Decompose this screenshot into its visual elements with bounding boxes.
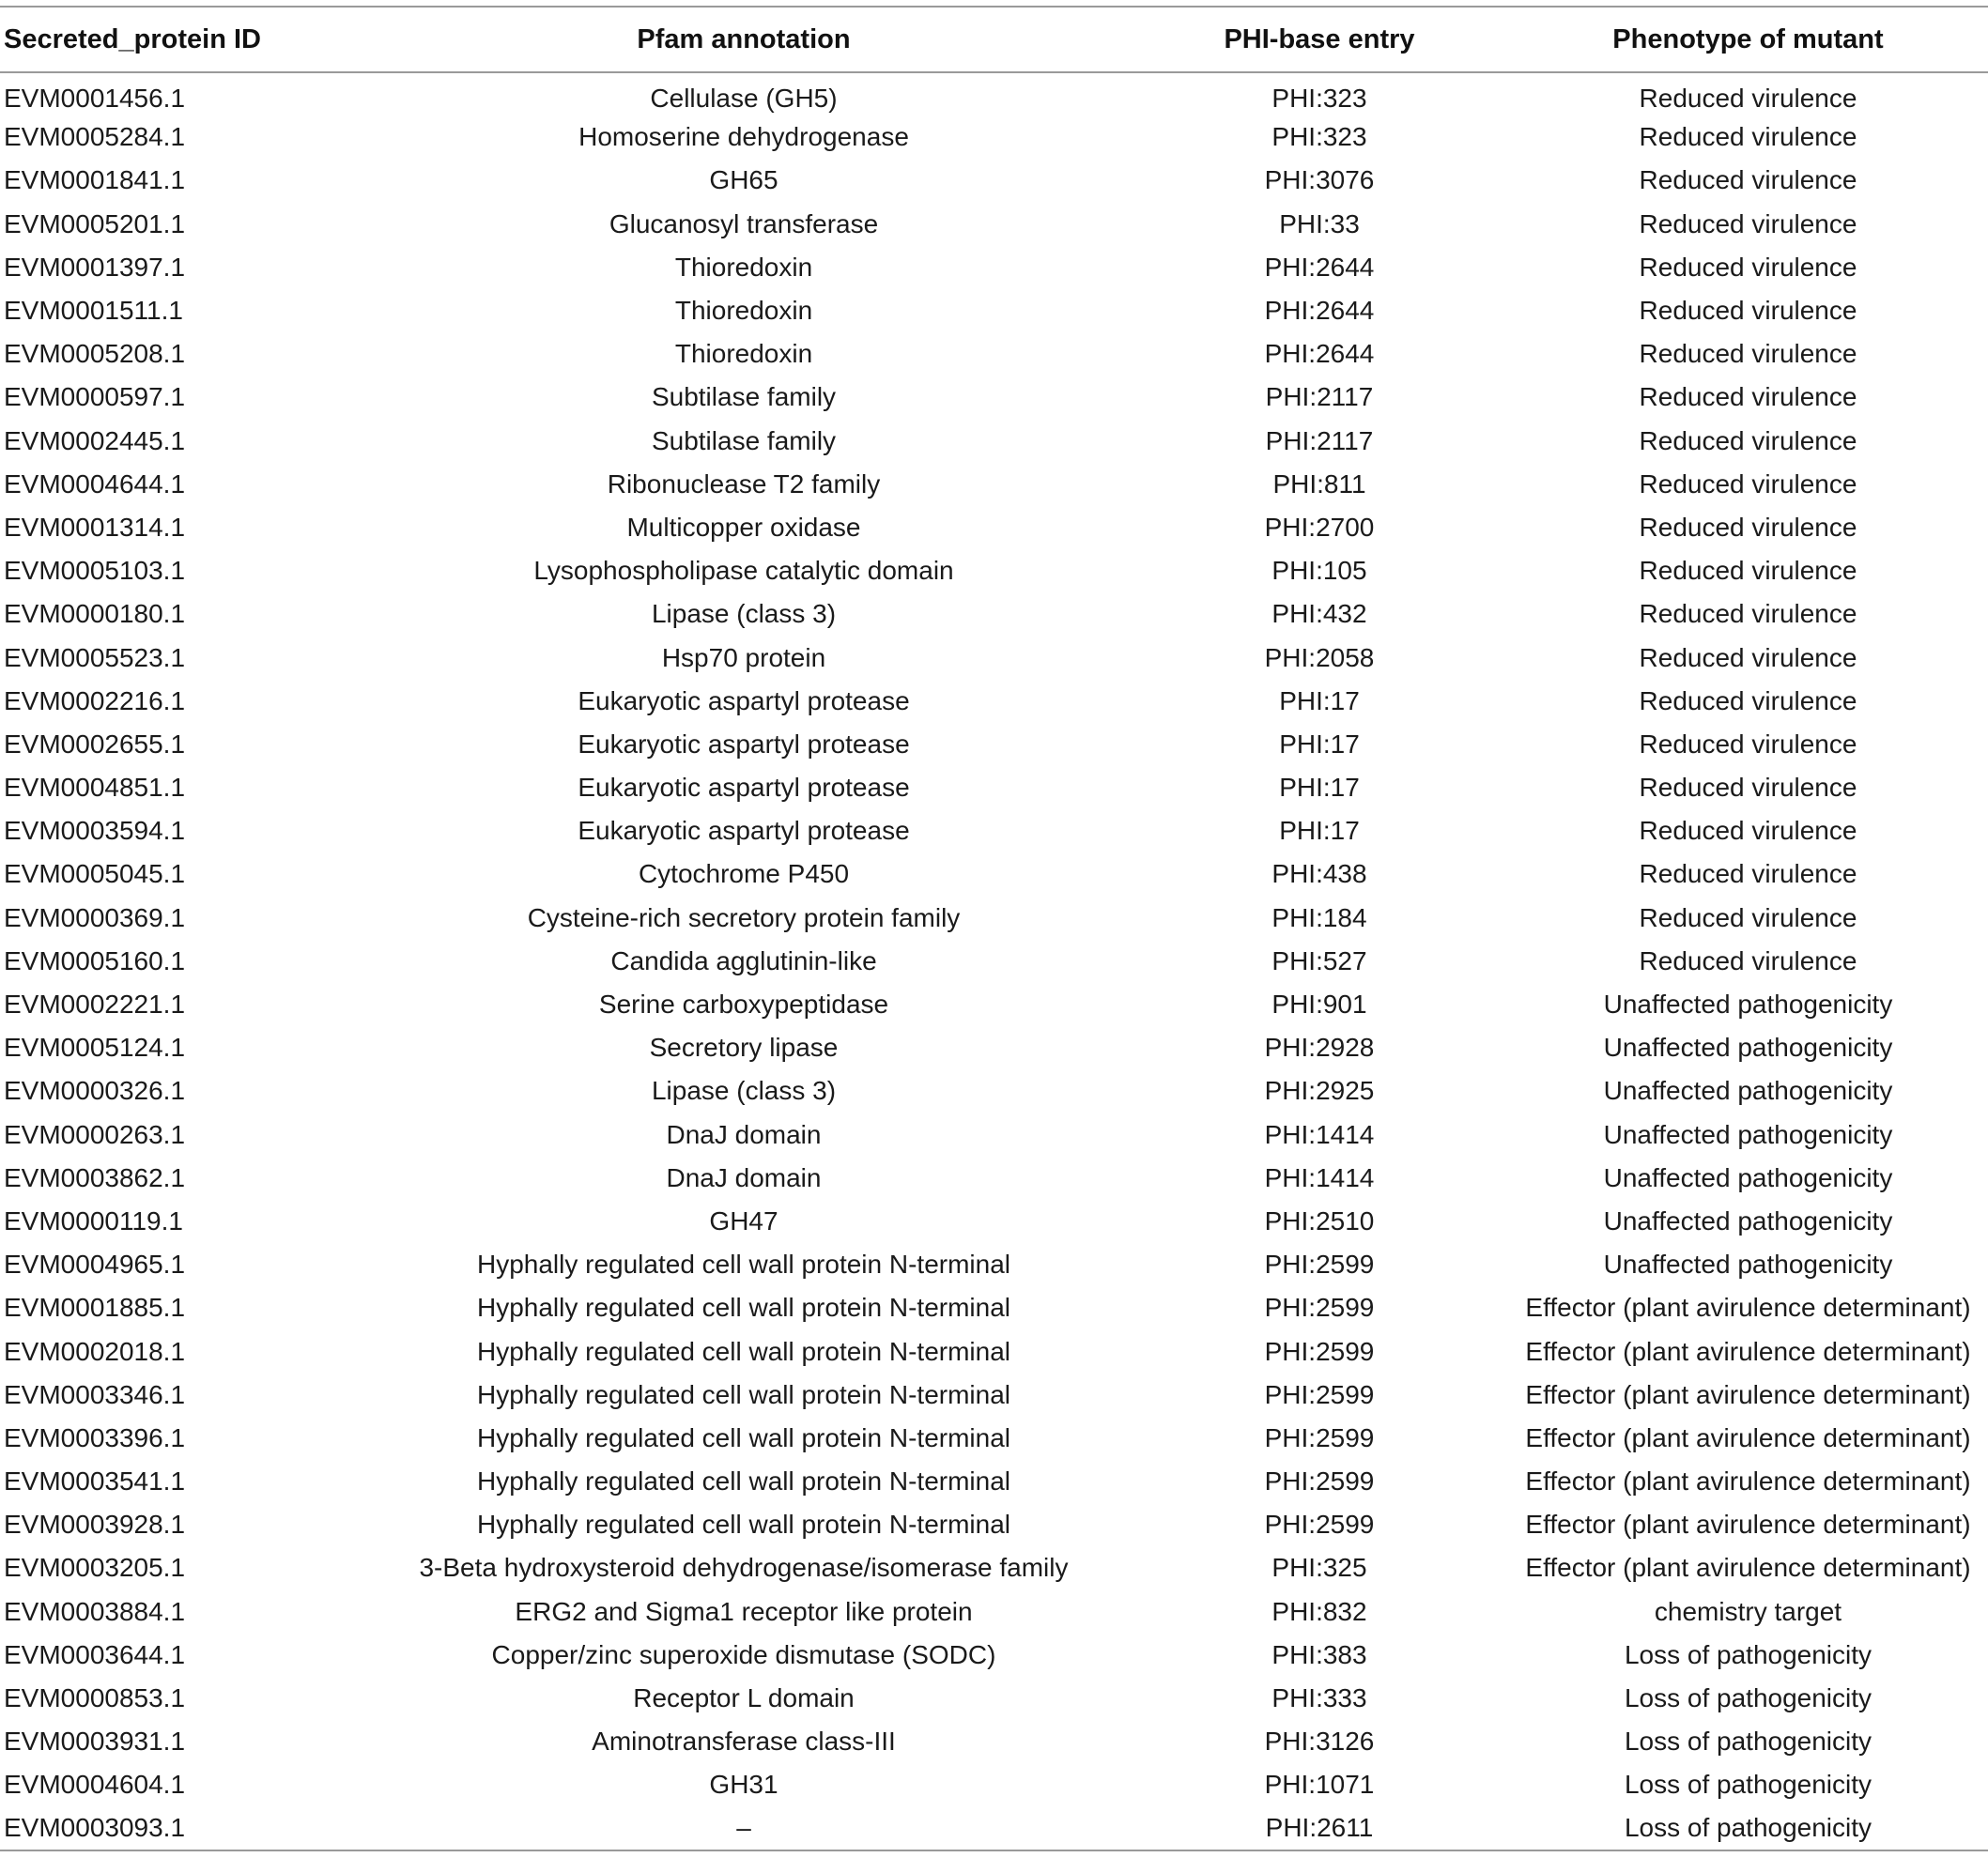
cell-secreted-protein-id: EVM0003928.1: [4, 1510, 186, 1540]
cell-phenotype-of-mutant: Effector (plant avirulence determinant): [1525, 1553, 1971, 1583]
cell-secreted-protein-id: EVM0002221.1: [4, 990, 186, 1020]
cell-pfam-annotation: Lipase (class 3): [651, 599, 837, 629]
cell-phenotype-of-mutant: Unaffected pathogenicity: [1603, 1162, 1893, 1192]
cell-pfam-annotation: Eukaryotic aspartyl protease: [578, 685, 910, 715]
table-row: [0, 680, 1988, 723]
table-row: [0, 723, 1988, 766]
cell-secreted-protein-id: EVM0001397.1: [4, 252, 186, 282]
table-row: [0, 1026, 1988, 1069]
cell-phenotype-of-mutant: Unaffected pathogenicity: [1603, 1119, 1893, 1149]
cell-phi-base-entry: PHI:17: [1279, 729, 1360, 759]
table-row: [0, 1590, 1988, 1634]
table-row: [0, 1069, 1988, 1113]
cell-secreted-protein-id: EVM0000326.1: [4, 1076, 186, 1106]
table-row: [0, 983, 1988, 1026]
cell-pfam-annotation: Receptor L domain: [633, 1683, 855, 1713]
cell-secreted-protein-id: EVM0003346.1: [4, 1379, 186, 1409]
cell-pfam-annotation: Secretory lipase: [649, 1033, 839, 1063]
table-row: [0, 1720, 1988, 1763]
table-header: [0, 7, 1988, 72]
cell-phenotype-of-mutant: Loss of pathogenicity: [1624, 1639, 1872, 1669]
cell-pfam-annotation: Eukaryotic aspartyl protease: [578, 729, 910, 759]
header-pfam-annotation: Pfam annotation: [327, 7, 1161, 72]
cell-phi-base-entry: PHI:17: [1279, 773, 1360, 803]
cell-secreted-protein-id: EVM0005103.1: [4, 556, 186, 586]
cell-secreted-protein-id: EVM0003644.1: [4, 1639, 186, 1669]
cell-pfam-annotation: GH31: [709, 1770, 778, 1800]
table-row: [0, 1329, 1988, 1373]
cell-phi-base-entry: PHI:105: [1271, 556, 1367, 586]
table-row: [0, 203, 1988, 246]
cell-pfam-annotation: Hyphally regulated cell wall protein N-terminal: [476, 1336, 1011, 1366]
cell-phi-base-entry: PHI:527: [1271, 945, 1367, 975]
cell-phi-base-entry: PHI:2599: [1264, 1336, 1375, 1366]
cell-phi-base-entry: PHI:2644: [1264, 339, 1375, 369]
cell-phenotype-of-mutant: Reduced virulence: [1639, 945, 1857, 975]
cell-phenotype-of-mutant: Reduced virulence: [1639, 252, 1857, 282]
cell-phi-base-entry: PHI:2599: [1264, 1510, 1375, 1540]
cell-pfam-annotation: Subtilase family: [651, 382, 837, 412]
cell-secreted-protein-id: EVM0003093.1: [4, 1813, 186, 1843]
cell-phenotype-of-mutant: Loss of pathogenicity: [1624, 1727, 1872, 1757]
cell-phi-base-entry: PHI:2644: [1264, 252, 1375, 282]
cell-phenotype-of-mutant: Reduced virulence: [1639, 599, 1857, 629]
cell-secreted-protein-id: EVM0003862.1: [4, 1162, 186, 1192]
cell-phenotype-of-mutant: Unaffected pathogenicity: [1603, 990, 1893, 1020]
table-row: [0, 1286, 1988, 1329]
cell-phenotype-of-mutant: Reduced virulence: [1639, 296, 1857, 326]
cell-secreted-protein-id: EVM0001456.1: [4, 83, 186, 113]
table-row: [0, 246, 1988, 289]
cell-pfam-annotation: Thioredoxin: [674, 296, 813, 326]
cell-phi-base-entry: PHI:383: [1271, 1639, 1367, 1669]
table-row: [0, 592, 1988, 636]
cell-pfam-annotation: Ribonuclease T2 family: [607, 468, 881, 499]
table-row: [0, 1200, 1988, 1243]
cell-phenotype-of-mutant: Reduced virulence: [1639, 382, 1857, 412]
cell-phi-base-entry: PHI:2599: [1264, 1293, 1375, 1323]
cell-phi-base-entry: PHI:323: [1271, 122, 1367, 152]
cell-phi-base-entry: PHI:2117: [1265, 425, 1374, 455]
cell-phi-base-entry: PHI:1071: [1264, 1770, 1375, 1800]
table-row: [0, 72, 1988, 115]
cell-secreted-protein-id: EVM0002445.1: [4, 425, 186, 455]
cell-secreted-protein-id: EVM0000263.1: [4, 1119, 186, 1149]
cell-secreted-protein-id: EVM0001314.1: [4, 512, 186, 542]
table-row: [0, 1243, 1988, 1286]
table-row: [0, 1374, 1988, 1417]
cell-phenotype-of-mutant: Loss of pathogenicity: [1624, 1813, 1872, 1843]
cell-pfam-annotation: 3-Beta hydroxysteroid dehydrogenase/isomerase family: [419, 1553, 1069, 1583]
cell-phi-base-entry: PHI:2700: [1264, 512, 1375, 542]
cell-pfam-annotation: Lysophospholipase catalytic domain: [533, 556, 954, 586]
cell-secreted-protein-id: EVM0002018.1: [4, 1336, 186, 1366]
cell-pfam-annotation: Hyphally regulated cell wall protein N-terminal: [476, 1510, 1011, 1540]
cell-phi-base-entry: PHI:2599: [1264, 1466, 1375, 1497]
table-row: [0, 115, 1988, 159]
cell-phenotype-of-mutant: Effector (plant avirulence determinant): [1525, 1293, 1971, 1323]
cell-secreted-protein-id: EVM0001885.1: [4, 1293, 186, 1323]
cell-phi-base-entry: PHI:3076: [1264, 165, 1375, 195]
cell-pfam-annotation: Cellulase (GH5): [650, 83, 838, 113]
cell-pfam-annotation: Multicopper oxidase: [626, 512, 861, 542]
cell-phi-base-entry: PHI:1414: [1264, 1119, 1375, 1149]
header-phenotype-of-mutant: Phenotype of mutant: [1478, 7, 1988, 72]
cell-pfam-annotation: Eukaryotic aspartyl protease: [578, 816, 910, 846]
cell-phi-base-entry: PHI:2599: [1264, 1422, 1375, 1452]
cell-phenotype-of-mutant: Reduced virulence: [1639, 425, 1857, 455]
cell-phenotype-of-mutant: Unaffected pathogenicity: [1603, 1033, 1893, 1063]
table-row: [0, 376, 1988, 419]
cell-secreted-protein-id: EVM0000119.1: [4, 1205, 183, 1236]
cell-secreted-protein-id: EVM0005160.1: [4, 945, 186, 975]
cell-secreted-protein-id: EVM0004851.1: [4, 773, 186, 803]
cell-phi-base-entry: PHI:17: [1279, 816, 1360, 846]
cell-pfam-annotation: Serine carboxypeptidase: [598, 990, 889, 1020]
cell-secreted-protein-id: EVM0005523.1: [4, 642, 186, 672]
cell-pfam-annotation: Copper/zinc superoxide dismutase (SODC): [491, 1639, 996, 1669]
cell-secreted-protein-id: EVM0005045.1: [4, 859, 186, 889]
table-container: [0, 6, 1988, 1851]
table-row: [0, 636, 1988, 679]
table-row: [0, 1113, 1988, 1157]
cell-phi-base-entry: PHI:438: [1271, 859, 1367, 889]
cell-secreted-protein-id: EVM0003541.1: [4, 1466, 186, 1497]
cell-secreted-protein-id: EVM0002216.1: [4, 685, 186, 715]
cell-phenotype-of-mutant: Reduced virulence: [1639, 816, 1857, 846]
cell-phenotype-of-mutant: chemistry target: [1654, 1596, 1842, 1626]
cell-phenotype-of-mutant: Effector (plant avirulence determinant): [1525, 1379, 1971, 1409]
header-secreted-protein-id: Secreted_protein ID: [0, 7, 327, 72]
cell-phenotype-of-mutant: Reduced virulence: [1639, 468, 1857, 499]
cell-phi-base-entry: PHI:323: [1271, 83, 1367, 113]
cell-pfam-annotation: ERG2 and Sigma1 receptor like protein: [515, 1596, 973, 1626]
cell-phi-base-entry: PHI:2644: [1264, 296, 1375, 326]
cell-phenotype-of-mutant: Reduced virulence: [1639, 729, 1857, 759]
cell-secreted-protein-id: EVM0003205.1: [4, 1553, 186, 1583]
cell-phenotype-of-mutant: Reduced virulence: [1639, 512, 1857, 542]
cell-secreted-protein-id: EVM0005208.1: [4, 339, 186, 369]
cell-pfam-annotation: Thioredoxin: [674, 339, 813, 369]
cell-phenotype-of-mutant: Effector (plant avirulence determinant): [1525, 1422, 1971, 1452]
cell-pfam-annotation: DnaJ domain: [666, 1162, 822, 1192]
cell-phenotype-of-mutant: Loss of pathogenicity: [1624, 1770, 1872, 1800]
cell-phenotype-of-mutant: Effector (plant avirulence determinant): [1525, 1466, 1971, 1497]
cell-secreted-protein-id: EVM0005284.1: [4, 122, 186, 152]
secreted-protein-table: [0, 6, 1988, 1851]
cell-secreted-protein-id: EVM0003594.1: [4, 816, 186, 846]
cell-phenotype-of-mutant: Reduced virulence: [1639, 773, 1857, 803]
cell-phenotype-of-mutant: Effector (plant avirulence determinant): [1525, 1510, 1971, 1540]
cell-secreted-protein-id: EVM0001511.1: [4, 296, 183, 326]
cell-phenotype-of-mutant: Reduced virulence: [1639, 685, 1857, 715]
table-row: [0, 1807, 1988, 1850]
cell-pfam-annotation: Lipase (class 3): [651, 1076, 837, 1106]
table-row: [0, 549, 1988, 592]
cell-secreted-protein-id: EVM0004965.1: [4, 1250, 186, 1280]
table-row: [0, 420, 1988, 463]
cell-phenotype-of-mutant: Reduced virulence: [1639, 556, 1857, 586]
header-phi-base-entry: PHI-base entry: [1161, 7, 1478, 72]
cell-phi-base-entry: PHI:2599: [1264, 1250, 1375, 1280]
header-row: [0, 7, 1988, 72]
cell-pfam-annotation: Candida agglutinin-like: [610, 945, 877, 975]
cell-pfam-annotation: Hyphally regulated cell wall protein N-terminal: [476, 1250, 1011, 1280]
cell-secreted-protein-id: EVM0005124.1: [4, 1033, 186, 1063]
table-row: [0, 1503, 1988, 1546]
cell-pfam-annotation: DnaJ domain: [666, 1119, 822, 1149]
cell-secreted-protein-id: EVM0004604.1: [4, 1770, 186, 1800]
table-row: [0, 332, 1988, 376]
table-row: [0, 897, 1988, 940]
cell-phenotype-of-mutant: Reduced virulence: [1639, 642, 1857, 672]
cell-pfam-annotation: GH65: [709, 165, 778, 195]
cell-phenotype-of-mutant: Reduced virulence: [1639, 122, 1857, 152]
table-row: [0, 1677, 1988, 1720]
table-row: [0, 159, 1988, 202]
cell-secreted-protein-id: EVM0003396.1: [4, 1422, 186, 1452]
cell-phi-base-entry: PHI:17: [1279, 685, 1360, 715]
table-row: [0, 1460, 1988, 1503]
cell-phenotype-of-mutant: Reduced virulence: [1639, 859, 1857, 889]
cell-phi-base-entry: PHI:333: [1271, 1683, 1367, 1713]
cell-phenotype-of-mutant: Loss of pathogenicity: [1624, 1683, 1872, 1713]
cell-phi-base-entry: PHI:2928: [1264, 1033, 1375, 1063]
table-row: [0, 852, 1988, 896]
cell-phi-base-entry: PHI:811: [1272, 468, 1366, 499]
cell-secreted-protein-id: EVM0004644.1: [4, 468, 186, 499]
cell-phenotype-of-mutant: Reduced virulence: [1639, 208, 1857, 238]
cell-phi-base-entry: PHI:3126: [1264, 1727, 1375, 1757]
cell-pfam-annotation: Hyphally regulated cell wall protein N-terminal: [476, 1422, 1011, 1452]
cell-secreted-protein-id: EVM0005201.1: [4, 208, 186, 238]
cell-pfam-annotation: Hyphally regulated cell wall protein N-terminal: [476, 1379, 1011, 1409]
table-row: [0, 463, 1988, 506]
cell-phi-base-entry: PHI:2925: [1264, 1076, 1375, 1106]
cell-phenotype-of-mutant: Reduced virulence: [1639, 339, 1857, 369]
cell-phenotype-of-mutant: Effector (plant avirulence determinant): [1525, 1336, 1971, 1366]
cell-phi-base-entry: PHI:832: [1271, 1596, 1367, 1626]
cell-phenotype-of-mutant: Reduced virulence: [1639, 83, 1857, 113]
cell-phi-base-entry: PHI:2510: [1264, 1205, 1375, 1236]
cell-pfam-annotation: Aminotransferase class-III: [592, 1727, 896, 1757]
table-row: [0, 766, 1988, 809]
cell-pfam-annotation: Hyphally regulated cell wall protein N-terminal: [476, 1293, 1011, 1323]
cell-pfam-annotation: Thioredoxin: [674, 252, 813, 282]
table-row: [0, 1546, 1988, 1589]
cell-pfam-annotation: –: [736, 1813, 751, 1843]
table-row: [0, 1763, 1988, 1806]
cell-pfam-annotation: Glucanosyl transferase: [609, 208, 879, 238]
table-row: [0, 940, 1988, 983]
cell-secreted-protein-id: EVM0000597.1: [4, 382, 186, 412]
table-row: [0, 1157, 1988, 1200]
cell-secreted-protein-id: EVM0000369.1: [4, 902, 186, 932]
table-row: [0, 1634, 1988, 1677]
table-row: [0, 289, 1988, 332]
cell-phi-base-entry: PHI:2611: [1265, 1813, 1374, 1843]
cell-secreted-protein-id: EVM0001841.1: [4, 165, 186, 195]
cell-phi-base-entry: PHI:33: [1279, 208, 1360, 238]
cell-phi-base-entry: PHI:2599: [1264, 1379, 1375, 1409]
cell-phenotype-of-mutant: Reduced virulence: [1639, 902, 1857, 932]
cell-phi-base-entry: PHI:184: [1271, 902, 1367, 932]
table-row: [0, 1417, 1988, 1460]
cell-pfam-annotation: Hsp70 protein: [661, 642, 826, 672]
cell-pfam-annotation: Cysteine-rich secretory protein family: [527, 902, 961, 932]
cell-secreted-protein-id: EVM0000180.1: [4, 599, 186, 629]
cell-phi-base-entry: PHI:901: [1271, 990, 1367, 1020]
cell-pfam-annotation: Subtilase family: [651, 425, 837, 455]
cell-pfam-annotation: Cytochrome P450: [638, 859, 850, 889]
cell-phi-base-entry: PHI:1414: [1264, 1162, 1375, 1192]
cell-secreted-protein-id: EVM0003931.1: [4, 1727, 186, 1757]
cell-phi-base-entry: PHI:325: [1271, 1553, 1367, 1583]
cell-secreted-protein-id: EVM0003884.1: [4, 1596, 186, 1626]
cell-phenotype-of-mutant: Unaffected pathogenicity: [1603, 1076, 1893, 1106]
cell-phi-base-entry: PHI:2058: [1264, 642, 1375, 672]
table-body: [0, 72, 1988, 1850]
table-row: [0, 809, 1988, 852]
cell-pfam-annotation: Eukaryotic aspartyl protease: [578, 773, 910, 803]
cell-phenotype-of-mutant: Unaffected pathogenicity: [1603, 1250, 1893, 1280]
table-row: [0, 506, 1988, 549]
cell-pfam-annotation: Hyphally regulated cell wall protein N-terminal: [476, 1466, 1011, 1497]
cell-phi-base-entry: PHI:432: [1271, 599, 1367, 629]
cell-pfam-annotation: GH47: [709, 1205, 778, 1236]
cell-pfam-annotation: Homoserine dehydrogenase: [578, 122, 909, 152]
cell-phenotype-of-mutant: Reduced virulence: [1639, 165, 1857, 195]
cell-secreted-protein-id: EVM0000853.1: [4, 1683, 186, 1713]
cell-secreted-protein-id: EVM0002655.1: [4, 729, 186, 759]
cell-phi-base-entry: PHI:2117: [1265, 382, 1374, 412]
cell-phenotype-of-mutant: Unaffected pathogenicity: [1603, 1205, 1893, 1236]
